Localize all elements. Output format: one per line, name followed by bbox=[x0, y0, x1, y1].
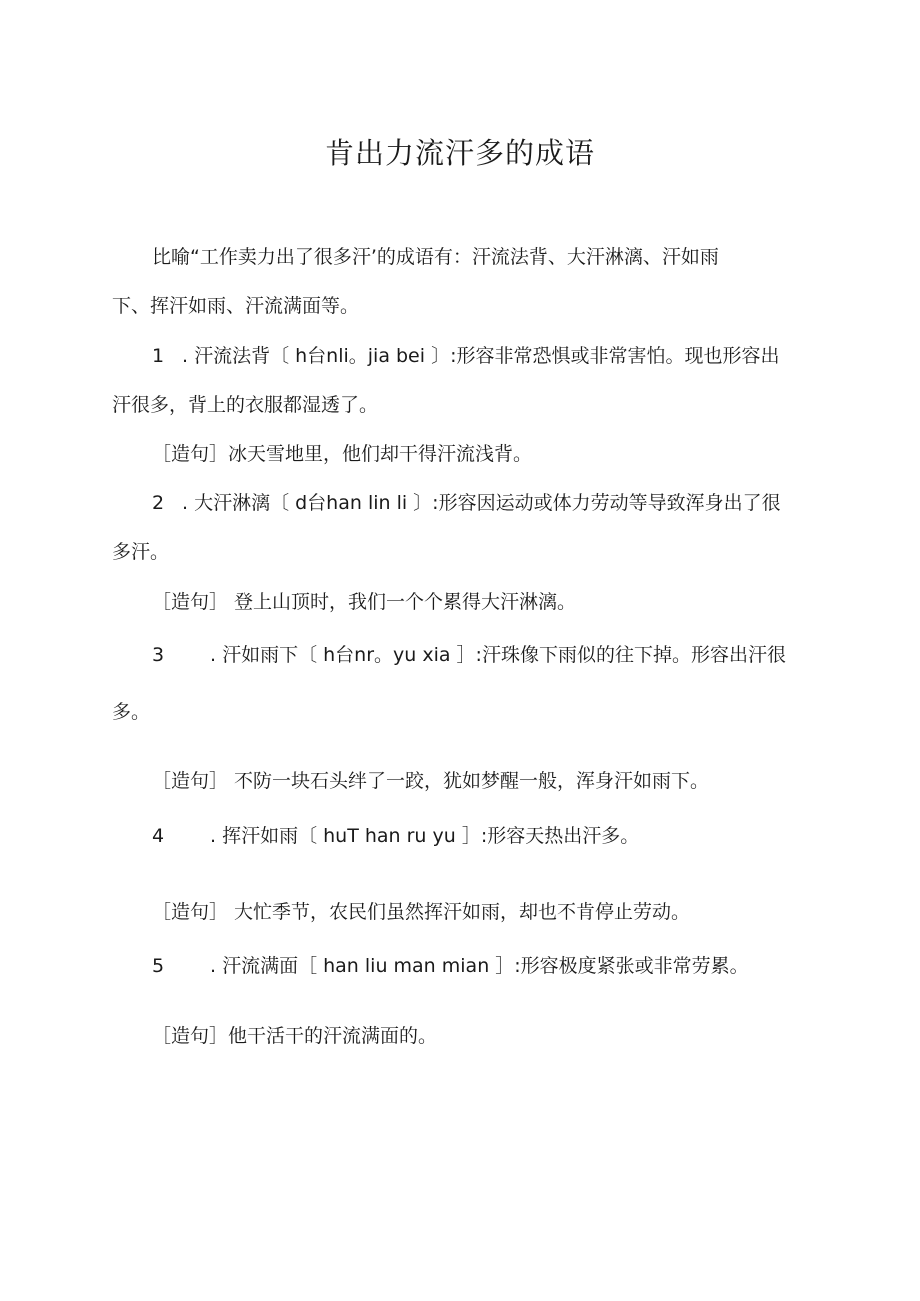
entry-3-continuation: 多。 bbox=[112, 701, 151, 723]
entry-number: 4 bbox=[152, 825, 165, 847]
entry-number: 2 bbox=[152, 492, 165, 514]
page-title: 肯出力流汗多的成语 bbox=[324, 136, 595, 170]
intro-line-1: 比喻“工作卖力出了很多汗’的成语有：汗流法背、大汗淋漓、汗如雨 bbox=[152, 246, 719, 268]
entry-4-definition bbox=[152, 823, 639, 849]
entry-5-definition bbox=[152, 953, 749, 979]
entry-text: . 汗流满面［ han liu man mian ］:形容极度紧张或非常劳累。 bbox=[210, 955, 749, 977]
entry-number: 1 bbox=[152, 345, 165, 367]
entry-text: . 大汗淋漓〔 d台han lin li 〕:形容因运动或体力劳动等导致浑身出了很 bbox=[182, 492, 781, 514]
entry-3-example: ［造句］ 不防一块石头绊了一跤，犹如梦醒一般，浑身汗如雨下。 bbox=[152, 770, 710, 792]
entry-2-continuation: 多汗。 bbox=[112, 541, 170, 563]
entry-5-example: ［造句］他干活干的汗流满面的。 bbox=[152, 1025, 438, 1047]
entry-1-example: ［造句］冰天雪地里，他们却干得汗流浅背。 bbox=[152, 443, 533, 465]
entry-1-continuation: 汗很多，背上的衣服都湿透了。 bbox=[112, 394, 379, 416]
entry-number: 5 bbox=[152, 955, 165, 977]
entry-1-definition bbox=[152, 343, 779, 369]
entry-3-definition bbox=[152, 642, 786, 668]
entry-2-example: ［造句］ 登上山顶时，我们一个个累得大汗淋漓。 bbox=[152, 591, 577, 613]
entry-number: 3 bbox=[152, 644, 165, 666]
entry-text: . 汗流法背〔 h台nli。jia bei 〕:形容非常恐惧或非常害怕。现也形容出 bbox=[182, 345, 780, 367]
entry-2-definition bbox=[152, 490, 781, 516]
intro-line-2: 下、挥汗如雨、汗流满面等。 bbox=[112, 295, 360, 317]
entry-text: . 挥汗如雨〔 huT han ru yu ］:形容天热出汗多。 bbox=[210, 825, 640, 847]
entry-text: . 汗如雨下〔 h台nr。yu xia ］:汗珠像下雨似的往下掉。形容出汗很 bbox=[210, 644, 786, 666]
entry-4-example: ［造句］ 大忙季节，农民们虽然挥汗如雨，却也不肯停止劳动。 bbox=[152, 901, 691, 923]
